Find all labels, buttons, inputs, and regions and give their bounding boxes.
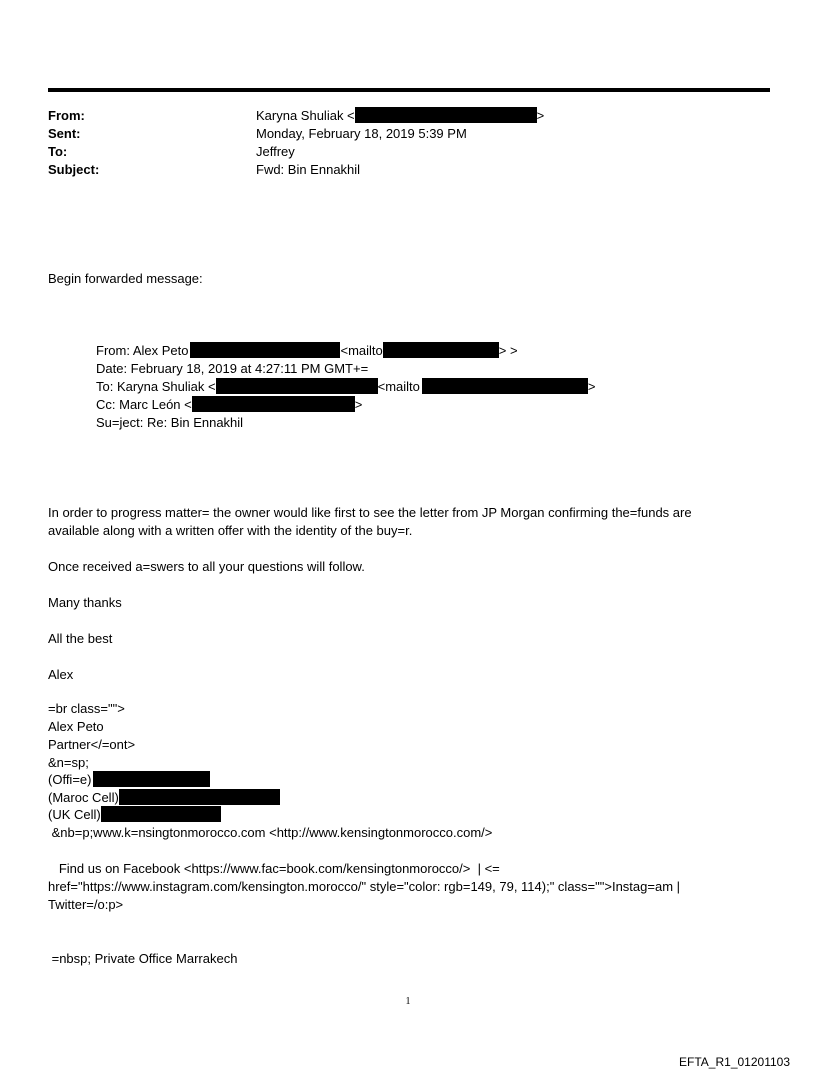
subject-label: Subject: (48, 162, 100, 177)
sig-title: Partner</=ont> (48, 737, 136, 752)
sig-private-office: =nbsp; Private Office Marrakech (48, 951, 238, 966)
begin-forwarded: Begin forwarded message: (48, 271, 203, 286)
redaction-box (422, 378, 588, 394)
fwd-from-mailto: <mailto (340, 343, 383, 358)
sig-office-label: (Offi=e) (48, 772, 92, 787)
fwd-date: Date: February 18, 2019 at 4:27:11 PM GMT+= (96, 361, 369, 376)
redaction-box (355, 107, 537, 123)
fwd-from-close: > > (498, 343, 518, 358)
para1-line2: available along with a written offer with the identity of the buy=r. (48, 523, 413, 538)
sig-fb-line3: Twitter=/o:p> (48, 897, 124, 912)
redaction-box (216, 378, 378, 394)
sig-uk-line (48, 806, 221, 824)
sent-label: Sent: (48, 126, 81, 141)
to-value: Jeffrey (256, 144, 295, 159)
redaction-box (192, 396, 355, 412)
from-name: Karyna Shuliak < (256, 108, 355, 123)
bates-number: EFTA_R1_01201103 (679, 1055, 790, 1069)
fwd-from-line (96, 342, 518, 360)
page-number: 1 (405, 996, 411, 1007)
para1-line1: In order to progress matter= the owner would like first to see the letter from JP Morgan confirming the=funds are (48, 505, 692, 520)
redaction-box (383, 342, 499, 358)
fwd-subject: Su=ject: Re: Bin Ennakhil (96, 415, 244, 430)
sig-nbsp: &n=sp; (48, 755, 89, 770)
sig-br: =br class=""> (48, 701, 125, 716)
fwd-from-prefix: From: Alex Peto (96, 343, 189, 358)
redaction-box (119, 789, 280, 805)
header-rule (48, 88, 770, 92)
fwd-cc-close: > (354, 397, 363, 412)
from-close: > (536, 108, 545, 123)
sig-fb-line2: href="https://www.instagram.com/kensington.morocco/" style="color: rgb=149, 79, 114);" class="">Instag=am | (48, 879, 681, 894)
sig-uk-label: (UK Cell) (48, 807, 101, 822)
fwd-cc-prefix: Cc: Marc León < (96, 397, 192, 412)
redaction-box (101, 806, 221, 822)
from-label: From: (48, 108, 85, 123)
sig-fb-line1: Find us on Facebook <https://www.fac=book.com/kensingtonmorocco/> | <= (48, 861, 500, 876)
fwd-cc-line (96, 396, 362, 414)
redaction-box (190, 342, 340, 358)
fwd-to-close: > (587, 379, 596, 394)
sent-value: Monday, February 18, 2019 5:39 PM (256, 126, 467, 141)
fwd-to-mailto: <mailto (377, 379, 420, 394)
para3: Many thanks (48, 595, 122, 610)
fwd-to-line (96, 378, 595, 396)
to-label: To: (48, 144, 68, 159)
from-value (256, 107, 544, 125)
redaction-box (93, 771, 210, 787)
sig-name: Alex Peto (48, 719, 104, 734)
sig-maroc-line (48, 789, 280, 807)
para5: Alex (48, 667, 74, 682)
sig-maroc-label: (Maroc Cell) (48, 790, 119, 805)
fwd-to-prefix: To: Karyna Shuliak < (96, 379, 216, 394)
para4: All the best (48, 631, 113, 646)
para2: Once received a=swers to all your questions will follow. (48, 559, 365, 574)
sig-office-line (48, 771, 210, 789)
subject-value: Fwd: Bin Ennakhil (256, 162, 361, 177)
sig-web: &nb=p;www.k=nsingtonmorocco.com <http://www.kensingtonmorocco.com/> (48, 825, 493, 840)
